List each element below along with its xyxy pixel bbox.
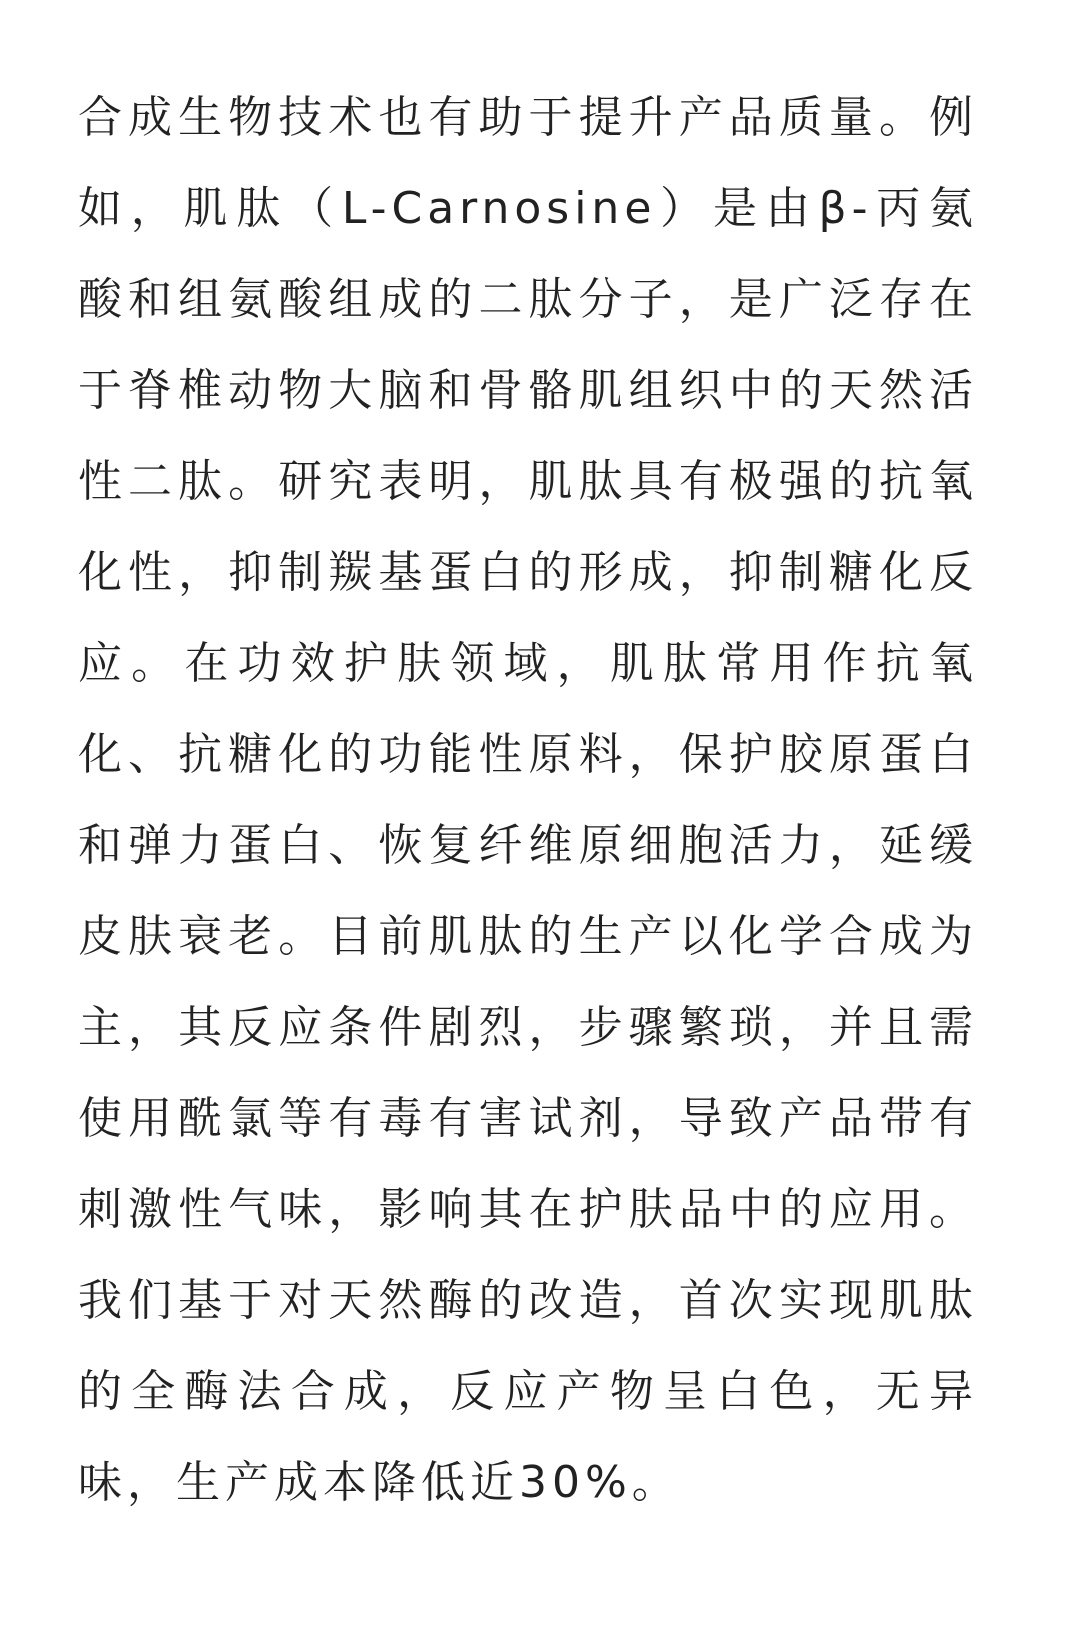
article-paragraph: 合成生物技术也有助于提升产品质量。例如，肌肽（L-Carnosine）是由β-丙氨酸和组氨酸组成的二肽分子，是广泛存在于脊椎动物大脑和骨骼肌组织中的天然活性二肽。研究表明，肌肽具有极强的抗氧化性，抑制羰基蛋白的形成，抑制糖化反应。在功效护肤领域，肌肽常用作抗氧化、抗糖化的功能性原料，保护胶原蛋白和弹力蛋白、恢复纤维原细胞活力，延缓皮肤衰老。目前肌肽的生产以化学合成为主，其反应条件剧烈，步骤繁琐，并且需使用酰氯等有毒有害试剂，导致产品带有刺激性气味，影响其在护肤品中的应用。我们基于对天然酶的改造，首次实现肌肽的全酶法合成，反应产物呈白色，无异味，生产成本降低近30%。 [78,92,978,1508]
article-body [78,72,978,1528]
